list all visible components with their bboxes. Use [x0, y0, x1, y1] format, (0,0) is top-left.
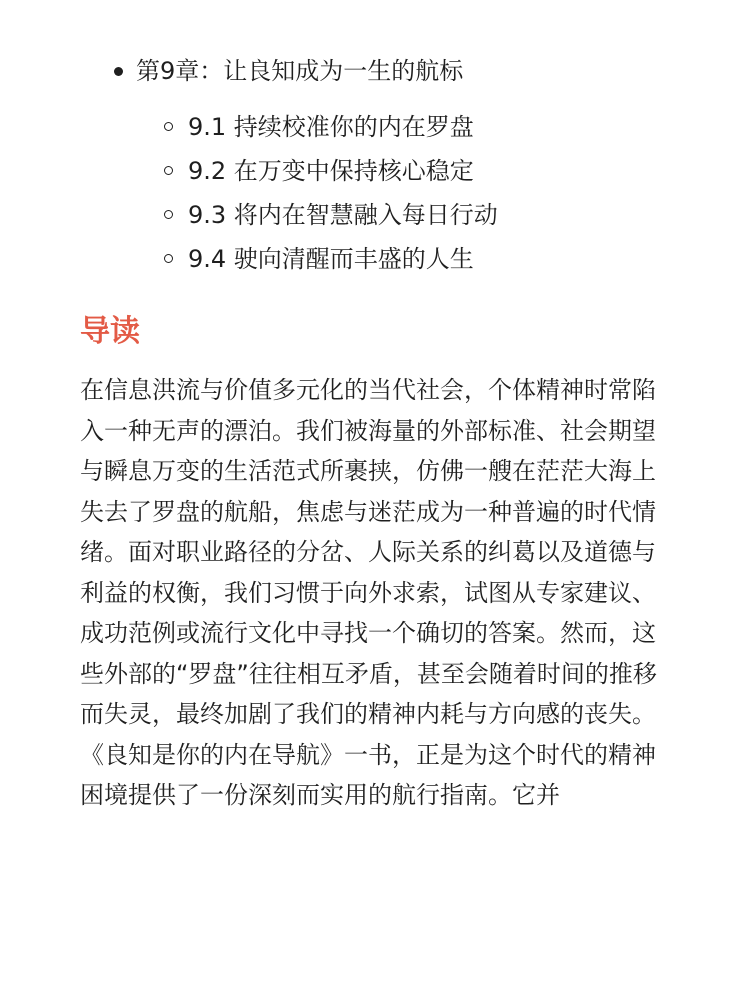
- chapter-title: 第9章：让良知成为一生的航标: [136, 57, 464, 85]
- intro-paragraph: 在信息洪流与价值多元化的当代社会，个体精神时常陷入一种无声的漂泊。我们被海量的外部标准、社会期望与瞬息万变的生活范式所裹挟，仿佛一艘在茫茫大海上失去了罗盘的航船，焦虑与迷茫成为一种普遍的时代情绪。面对职业路径的分岔、人际关系的纠葛以及道德与利益的权衡，我们习惯于向外求索，试图从专家建议、成功范例或流行文化中寻找一个确切的答案。然而，这些外部的“罗盘”往往相互矛盾，甚至会随着时间的推移而失灵，最终加剧了我们的精神内耗与方向感的丧失。《良知是你的内在导航》一书，正是为这个时代的精神困境提供了一份深刻而实用的航行指南。它并: [80, 376, 657, 809]
- section-item-9-2: [160, 154, 498, 188]
- section-label: 9.1 持续校准你的内在罗盘: [188, 113, 474, 141]
- table-of-contents: [112, 54, 463, 88]
- chapter-9-item: [112, 54, 463, 88]
- section-item-9-4: [160, 242, 498, 276]
- section-label: 9.4 驶向清醒而丰盛的人生: [188, 245, 474, 273]
- hollow-bullet-icon: [164, 122, 173, 131]
- filled-bullet-icon: [114, 67, 123, 76]
- hollow-bullet-icon: [164, 210, 173, 219]
- section-item-9-1: [160, 110, 498, 144]
- section-list: [160, 110, 498, 286]
- hollow-bullet-icon: [164, 254, 173, 263]
- section-label: 9.3 将内在智慧融入每日行动: [188, 201, 498, 229]
- hollow-bullet-icon: [164, 166, 173, 175]
- intro-heading: 导读: [80, 314, 140, 349]
- section-label: 9.2 在万变中保持核心稳定: [188, 157, 474, 185]
- section-item-9-3: [160, 198, 498, 232]
